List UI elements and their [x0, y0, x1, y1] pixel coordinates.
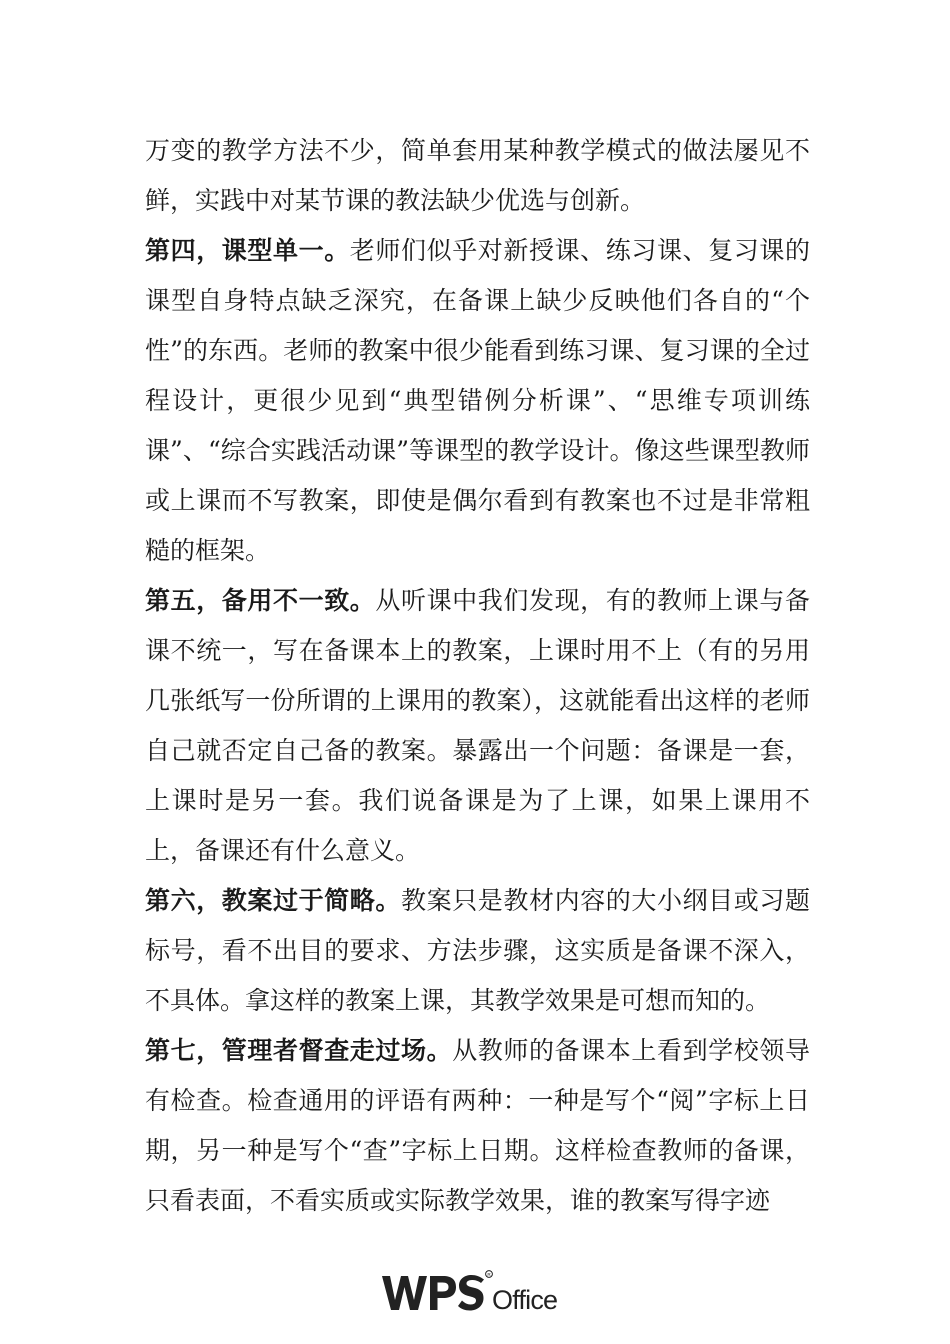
- paragraph-heading: 第四，课型单一。: [145, 236, 350, 265]
- paragraph-text: 从听课中我们发现，有的教师上课与备课不统一，写在备课本上的教案，上课时用不上（有的另用几张纸写一份所谓的上课用的教案），这就能看出这样的老师自己就否定自己备的教案。暴露出一个问题：备课是一套，上课时是另一套。我们说备课是为了上课，如果上课用不上，备课还有什么意义。: [145, 586, 810, 865]
- svg-text:R: R: [487, 1271, 491, 1277]
- wps-office-logo: [380, 1268, 570, 1318]
- svg-text:Office: Office: [492, 1285, 558, 1315]
- paragraph-text: 万变的教学方法不少，简单套用某种教学模式的做法屡见不鲜，实践中对某节课的教法缺少优选与创新。: [145, 136, 810, 215]
- document-body: [145, 126, 810, 1226]
- paragraph-heading: 第六，教案过于简略。: [145, 886, 401, 915]
- paragraph: [145, 126, 810, 226]
- paragraph-text: 教案只是教材内容的大小纲目或习题标号，看不出目的要求、方法步骤，这实质是备课不深入，不具体。拿这样的教案上课，其教学效果是可想而知的。: [145, 886, 810, 1015]
- paragraph-heading: 第七，管理者督查走过场。: [145, 1036, 453, 1065]
- paragraph: [145, 876, 810, 1026]
- paragraph-heading: 第五，备用不一致。: [145, 586, 376, 615]
- paragraph: [145, 226, 810, 576]
- paragraph-text: 老师们似乎对新授课、练习课、复习课的课型自身特点缺乏深究，在备课上缺少反映他们各自的“个性”的东西。老师的教案中很少能看到练习课、复习课的全过程设计，更很少见到“典型错例分析课”、“思维专项训练课”、“综合实践活动课”等课型的教学设计。像这些课型教师或上课而不写教案，即使是偶尔看到有教案也不过是非常粗糙的框架。: [145, 236, 810, 565]
- paragraph: [145, 1026, 810, 1226]
- paragraph-text: 从教师的备课本上看到学校领导有检查。检查通用的评语有两种：一种是写个“阅”字标上日期，另一种是写个“查”字标上日期。这样检查教师的备课，只看表面，不看实质或实际教学效果，谁的教案写得字迹: [145, 1036, 810, 1215]
- paragraph: [145, 576, 810, 876]
